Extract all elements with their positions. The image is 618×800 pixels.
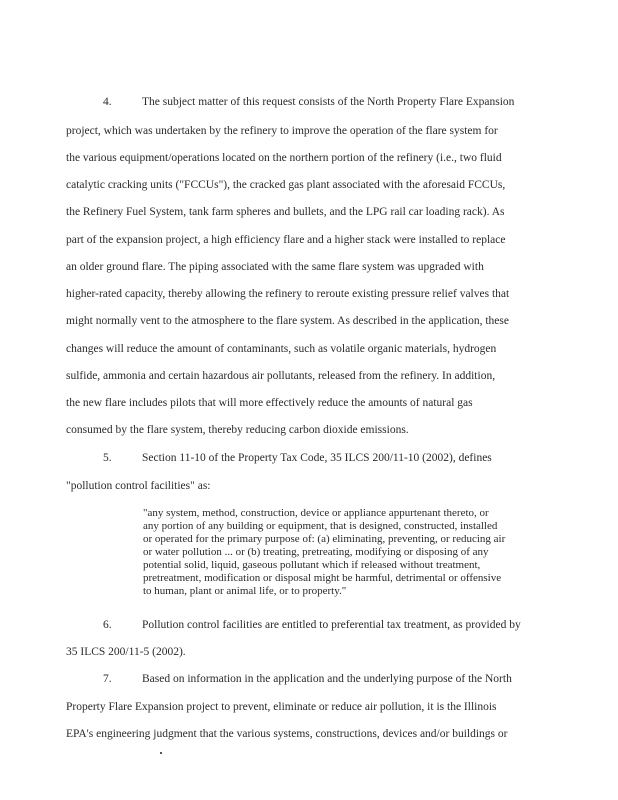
paragraph-line: catalytic cracking units ("FCCUs"), the cracked gas plant associated with the aforesaid FCCUs, bbox=[66, 179, 506, 191]
paragraph-line: The subject matter of this request consists of the North Property Flare Expansion bbox=[142, 96, 515, 108]
paragraph-line: changes will reduce the amount of contaminants, such as volatile organic materials, hydrogen bbox=[66, 343, 497, 355]
paragraph-line: consumed by the flare system, thereby reducing carbon dioxide emissions. bbox=[66, 424, 409, 436]
paragraph-line: might normally vent to the atmosphere to the flare system. As described in the application, these bbox=[66, 315, 509, 327]
quote-line: potential solid, liquid, gaseous pollutant which if released without treatment, bbox=[143, 559, 481, 571]
quote-line: or water pollution ... or (b) treating, pretreating, modifying or disposing of any bbox=[143, 546, 489, 558]
paragraph-line: EPA's engineering judgment that the various systems, constructions, devices and/or buildings or bbox=[66, 728, 508, 740]
paragraph-line: Property Flare Expansion project to prevent, eliminate or reduce air pollution, it is the Illinois bbox=[66, 701, 497, 713]
quote-line: pretreatment, modification or disposal might be harmful, detrimental or offensive bbox=[143, 572, 502, 584]
quote-line: any portion of any building or equipment, that is designed, constructed, installed bbox=[143, 520, 498, 532]
paragraph-number: 7. bbox=[103, 673, 112, 685]
paragraph-number: 4. bbox=[103, 96, 112, 108]
paragraph-line: the various equipment/operations located on the northern portion of the refinery (i.e., two fluid bbox=[66, 152, 502, 164]
paragraph-line: Based on information in the application and the underlying purpose of the North bbox=[142, 673, 512, 685]
paragraph-line: project, which was undertaken by the refinery to improve the operation of the flare system for bbox=[66, 125, 498, 137]
paragraph-line: "pollution control facilities" as: bbox=[66, 480, 211, 492]
paragraph-number: 5. bbox=[103, 452, 112, 464]
paragraph-line: the Refinery Fuel System, tank farm spheres and bullets, and the LPG rail car loading rack). As bbox=[66, 206, 505, 218]
paragraph-line: an older ground flare. The piping associated with the same flare system was upgraded with bbox=[66, 261, 484, 273]
paragraph-line: Pollution control facilities are entitled to preferential tax treatment, as provided by bbox=[142, 619, 521, 631]
paragraph-number: 6. bbox=[103, 619, 112, 631]
scan-speck bbox=[160, 752, 162, 754]
paragraph-line: higher-rated capacity, thereby allowing the refinery to reroute existing pressure relief valves that bbox=[66, 288, 510, 300]
paragraph-line: Section 11-10 of the Property Tax Code, 35 ILCS 200/11-10 (2002), defines bbox=[142, 452, 492, 464]
quote-line: to human, plant or animal life, or to property." bbox=[143, 585, 347, 597]
paragraph-line: the new flare includes pilots that will more effectively reduce the amounts of natural gas bbox=[66, 397, 473, 409]
paragraph-line: part of the expansion project, a high efficiency flare and a higher stack were installed to replace bbox=[66, 234, 506, 246]
quote-line: or operated for the primary purpose of: (a) eliminating, preventing, or reducing air bbox=[143, 533, 506, 545]
paragraph-line: 35 ILCS 200/11-5 (2002). bbox=[66, 646, 186, 658]
quote-line: "any system, method, construction, device or appliance appurtenant thereto, or bbox=[143, 507, 489, 519]
paragraph-line: sulfide, ammonia and certain hazardous air pollutants, released from the refinery. In addition, bbox=[66, 370, 496, 382]
